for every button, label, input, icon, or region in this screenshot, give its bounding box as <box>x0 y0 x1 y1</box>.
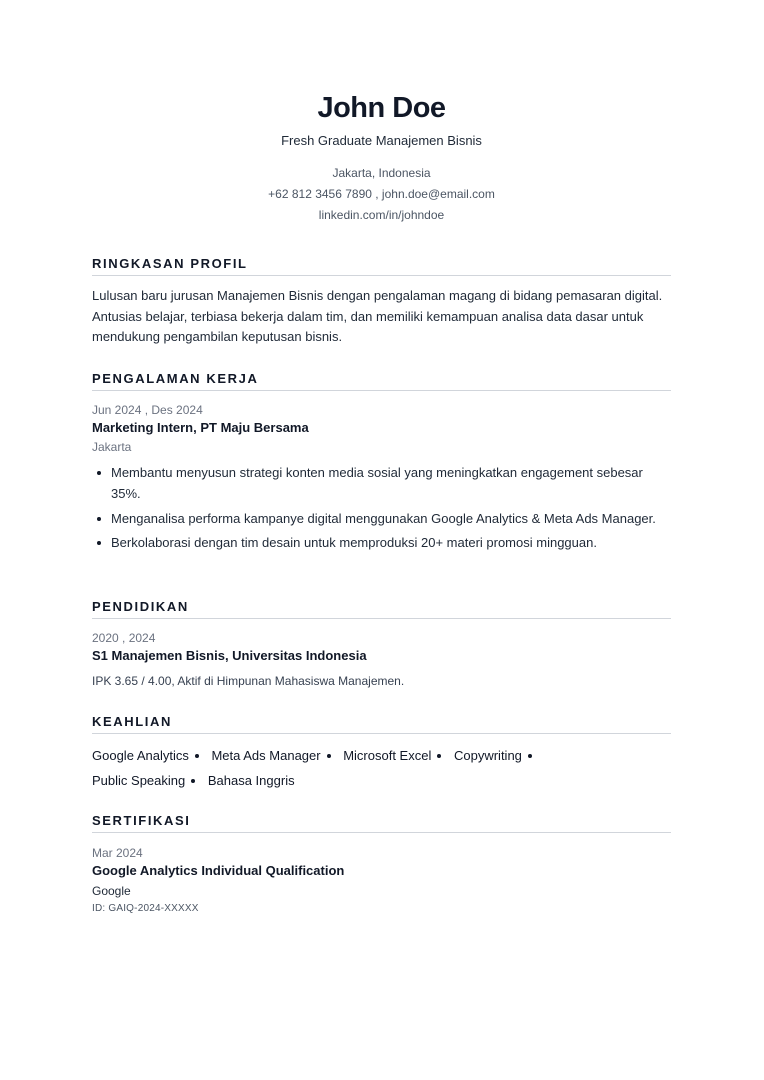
skill-label: Bahasa Inggris <box>207 773 295 788</box>
candidate-headline: Fresh Graduate Manajemen Bisnis <box>281 133 482 148</box>
summary-text: Lulusan baru jurusan Manajemen Bisnis dengan pengalaman magang di bidang pemasaran digital. Antusias belajar, terbiasa bekerja dalam tim, dan memiliki kemampuan analisa data dasar untuk mendukung pengambilan keputusan bisnis. <box>92 288 663 344</box>
certifications-section-title: SERTIFIKASI <box>92 813 671 833</box>
skill-item <box>343 743 441 768</box>
skills-list <box>92 743 572 793</box>
experience-bullet: Berkolaborasi dengan tim desain untuk memproduksi 20+ materi promosi mingguan. <box>92 532 671 553</box>
contact-location: Jakarta, Indonesia <box>332 166 431 180</box>
skill-label: Public Speaking <box>92 773 186 788</box>
contact-linkedin: linkedin.com/in/johndoe <box>318 208 445 222</box>
skill-item <box>208 768 295 793</box>
education-date: 2020 , 2024 <box>92 631 156 645</box>
experience-bullet: Membantu menyusun strategi konten media sosial yang meningkatkan engagement sebesar 35%. <box>92 462 671 504</box>
skill-label: Copywriting <box>453 748 522 763</box>
experience-section-title: PENGALAMAN KERJA <box>92 371 671 391</box>
skill-label: Google Analytics <box>92 748 189 763</box>
contact-phone-email: +62 812 3456 7890 , john.doe@email.com <box>268 187 495 201</box>
certification-date: Mar 2024 <box>92 846 143 860</box>
candidate-name: John Doe <box>317 92 446 124</box>
certification-issuer: Google <box>92 884 131 898</box>
bullet-dot <box>191 779 195 783</box>
education-section-title: PENDIDIKAN <box>92 599 671 619</box>
skill-item <box>92 768 195 793</box>
bullet-dot <box>528 754 532 758</box>
skill-label: Meta Ads Manager <box>211 748 321 763</box>
skill-item <box>211 743 330 768</box>
summary-section-title: RINGKASAN PROFIL <box>92 256 671 276</box>
bullet-dot <box>437 754 441 758</box>
skills-section-title: KEAHLIAN <box>92 714 671 734</box>
skill-label: Microsoft Excel <box>343 748 432 763</box>
education-detail: IPK 3.65 / 4.00, Aktif di Himpunan Mahasiswa Manajemen. <box>92 674 405 688</box>
experience-location: Jakarta <box>92 440 132 454</box>
experience-bullet-list <box>92 462 671 557</box>
education-degree: S1 Manajemen Bisnis, Universitas Indonesia <box>92 648 367 663</box>
experience-role: Marketing Intern, PT Maju Bersama <box>92 420 309 435</box>
skill-item <box>92 743 199 768</box>
bullet-dot <box>327 754 331 758</box>
bullet-dot <box>195 754 199 758</box>
experience-date: Jun 2024 , Des 2024 <box>92 403 203 417</box>
experience-bullet: Menganalisa performa kampanye digital menggunakan Google Analytics & Meta Ads Manager. <box>92 508 671 529</box>
skill-item <box>454 743 532 768</box>
certification-name: Google Analytics Individual Qualification <box>92 863 345 878</box>
certification-id: ID: GAIQ-2024-XXXXX <box>92 903 199 914</box>
